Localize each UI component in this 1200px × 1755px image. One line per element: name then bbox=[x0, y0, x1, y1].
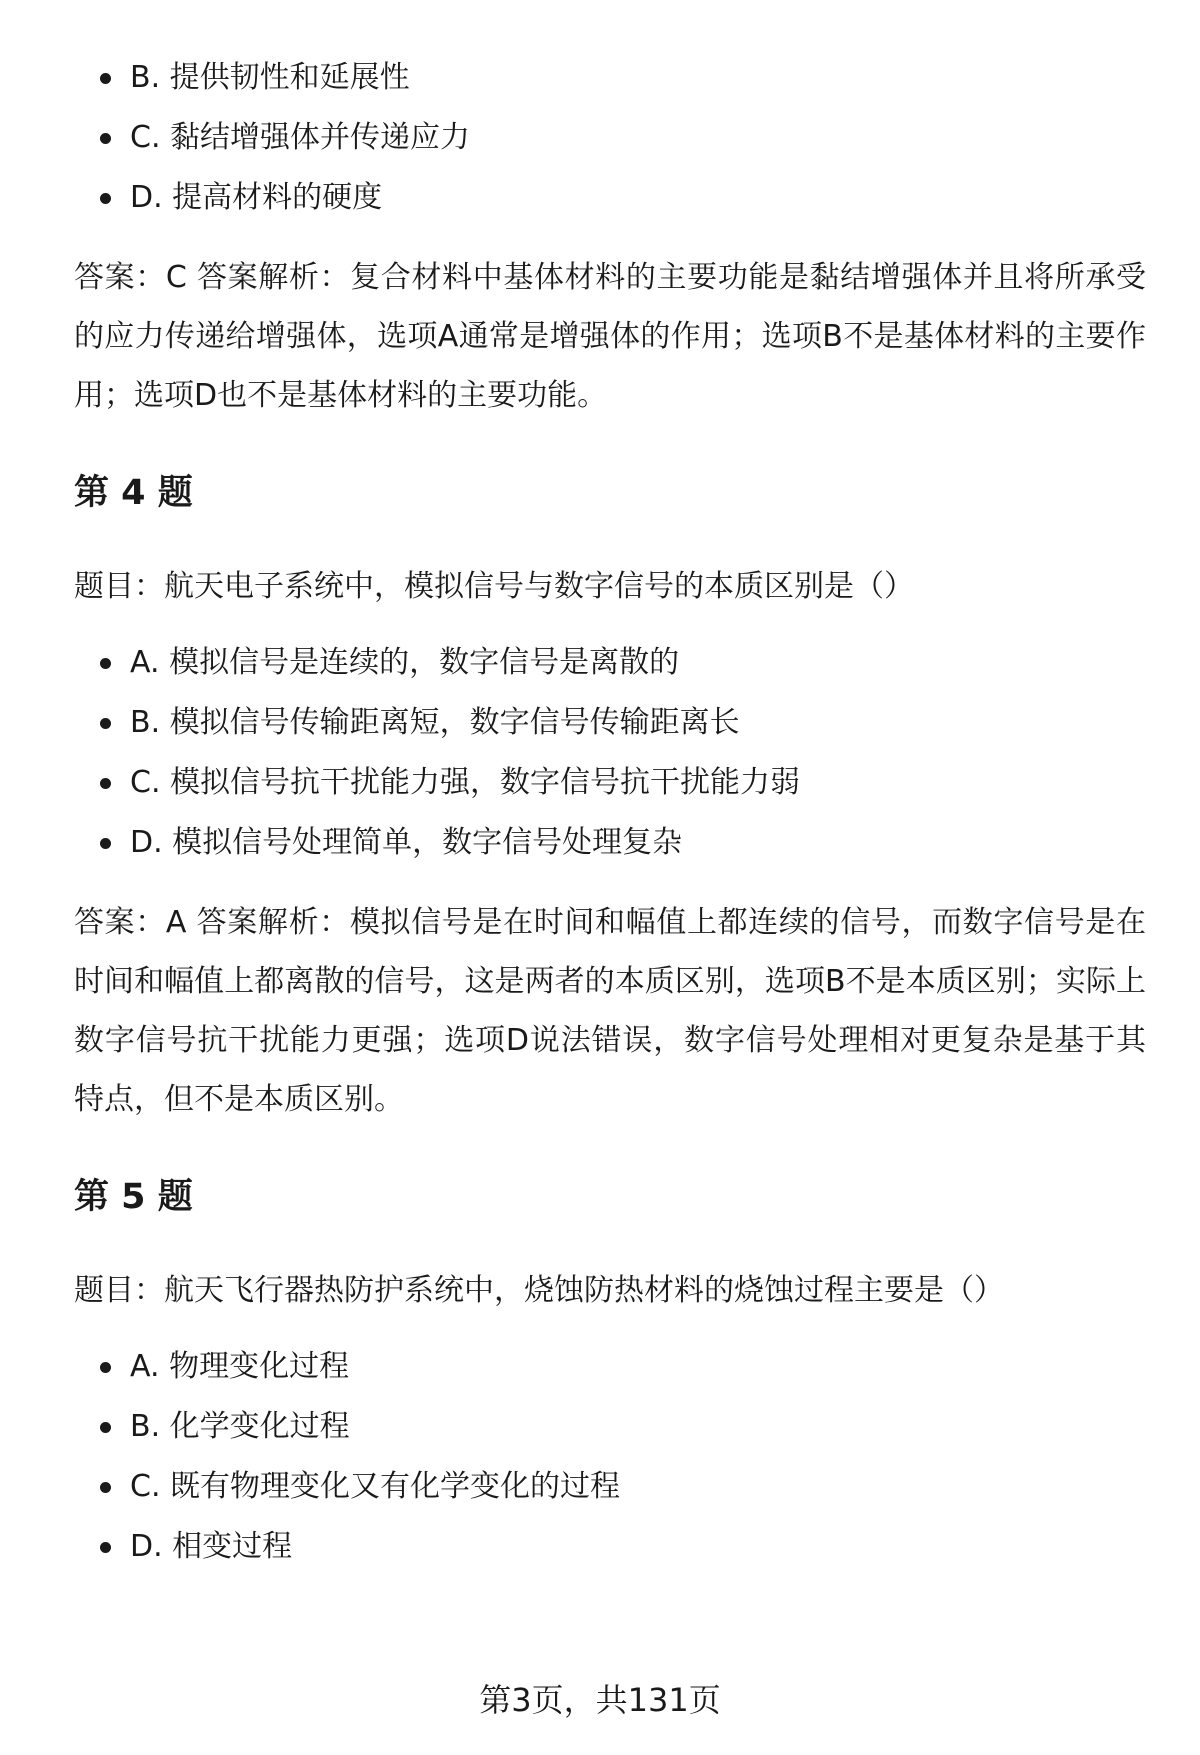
option-b: B. 模拟信号传输距离短，数字信号传输距离长 bbox=[74, 703, 1146, 743]
option-b: B. 化学变化过程 bbox=[74, 1407, 1146, 1447]
option-b: B. 提供韧性和延展性 bbox=[74, 58, 1146, 98]
question-5-stem: 题目：航天飞行器热防护系统中，烧蚀防热材料的烧蚀过程主要是（） bbox=[74, 1273, 1004, 1308]
option-c: C. 黏结增强体并传递应力 bbox=[74, 118, 1146, 158]
option-d: D. 模拟信号处理简单，数字信号处理复杂 bbox=[74, 823, 1146, 863]
question-5 bbox=[74, 1173, 1146, 1567]
question-4-options bbox=[74, 643, 1146, 863]
page-number-footer: 第3页，共131页 bbox=[479, 1681, 721, 1719]
option-a: A. 模拟信号是连续的，数字信号是离散的 bbox=[74, 643, 1146, 683]
option-d: D. 提高材料的硬度 bbox=[74, 178, 1146, 218]
option-c: C. 既有物理变化又有化学变化的过程 bbox=[74, 1467, 1146, 1507]
question-3-options bbox=[74, 58, 1146, 218]
question-5-options bbox=[74, 1347, 1146, 1567]
option-c: C. 模拟信号抗干扰能力强，数字信号抗干扰能力弱 bbox=[74, 763, 1146, 803]
question-5-title: 第 5 题 bbox=[74, 1177, 193, 1217]
page-content bbox=[74, 58, 1146, 1567]
option-a: A. 物理变化过程 bbox=[74, 1347, 1146, 1387]
question-4-title: 第 4 题 bbox=[74, 473, 193, 513]
question-3 bbox=[74, 58, 1146, 425]
question-4-stem: 题目：航天电子系统中，模拟信号与数字信号的本质区别是（） bbox=[74, 569, 914, 604]
question-3-answer: 答案：C 答案解析：复合材料中基体材料的主要功能是黏结增强体并且将所承受的应力传递给增强体，选项A通常是增强体的作用；选项B不是基体材料的主要作用；选项D也不是基体材料的主要功能。 bbox=[74, 260, 1146, 413]
option-d: D. 相变过程 bbox=[74, 1527, 1146, 1567]
question-4-answer: 答案：A 答案解析：模拟信号是在时间和幅值上都连续的信号，而数字信号是在时间和幅值上都离散的信号，这是两者的本质区别，选项B不是本质区别；实际上数字信号抗干扰能力更强；选项D说法错误，数字信号处理相对更复杂是基于其特点，但不是本质区别。 bbox=[74, 905, 1146, 1117]
question-4 bbox=[74, 469, 1146, 1129]
